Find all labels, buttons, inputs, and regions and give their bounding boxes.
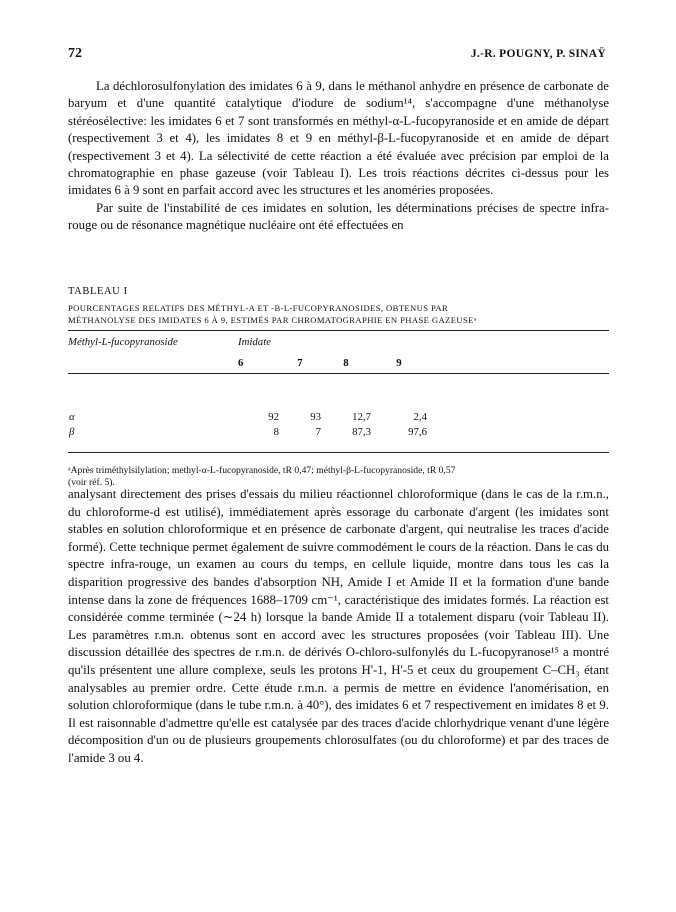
table-caption	[68, 302, 609, 326]
table-bottom-rule	[68, 453, 609, 462]
bottom-spacer-cell	[68, 440, 609, 453]
row-filler	[427, 410, 609, 425]
page-number: 72	[68, 46, 82, 61]
table-spacer-cell	[68, 374, 609, 411]
header-methyl-fucopyranoside: Méthyl-L-fucopyranoside	[68, 331, 237, 354]
row-anomer-beta: β	[69, 426, 75, 438]
paragraph-dechlorosulfonylation: La déchlorosulfonylation des imidates 6 à 9, dans le méthanol anhydre en présence de carbonate de baryum et d'une quantité catalytique d'iodure de sodium¹⁴, s'accompagne d'une méthanolyse stéréosélective: les imidates 6 et 7 sont transformés en méthyl-α-L-fucopyranoside et en amide de départ (respectivement 3 et 4), les imidates 8 et 9 en méthyl-β-L-fucopyranoside et en amide de départ (respectivement 3 et 4). La sélectivité de cette réaction a été évaluée avec précision par emploi de la chromatographie en phase gazeuse (voir Tableau I). Les trois réactions décrites ci-dessus pour les imidates 6 à 9 sont en parfait accord avec les structures et les anoméries proposées.	[68, 79, 609, 198]
running-head: J.-R. POUGNY, P. SINAŸ	[470, 48, 606, 60]
cell-beta-9: 97,6	[408, 426, 427, 438]
column-imidate-8: 8	[343, 357, 349, 369]
column-imidate-6: 6	[238, 357, 244, 369]
table-label: TABLEAU I	[68, 286, 128, 297]
table-subheader-row	[68, 353, 609, 374]
table-spacer-row	[68, 374, 609, 411]
lower-body-text	[68, 486, 609, 768]
paragraph-analysis: analysant directement des prises d'essais du milieu réactionnel chloroformique (dans le cas de la r.m.n., du chloroforme-d est utilisé), immédiatement après essorage du carbonate d'argent (les imidates sont stables en solution chloroformique et en présence de carbonate d'argent, qui neutralise les traces d'acide formé). Cette technique permet également de suivre commodément le cours de la réaction. Dans le cas du spectre infra-rouge, un examen au cours du temps, en cellule liquide, montre dans tous les cas la disparition progressive des bandes d'absorption NH, Amide I et Amide II et la formation d'une bande intense dans la zone de fréquences 1688–1709 cm⁻¹, caractéristique des imidates formés. La réaction est considérée comme terminée (∼24 h) lorsque la bande Amide II a totalement disparu (voir Tableau II). Les paramètres r.m.n. obtenus sont en accord avec les structures proposées (voir Tableau III). Une discussion détaillée des spectres de r.m.n. de dérivés O-chloro-sulfonylés du L-fucopyranose¹⁵ a montré qu'ils présentent une allure complexe, seuls les protons H'-1, H'-5 et ceux du groupement C–CH₃ étant analysables au premier ordre. Cette étude r.m.n. a permis de mettre en évidence l'anomérisation, en solution chloroformique (dans le tube r.m.n. à 40°), des imidates 6 et 7 respectivement en imidates 8 et 9. Il est raisonnable d'admettre qu'elle est catalysée par des traces d'acide chlorhydrique venant d'une légère décomposition d'un ou de plusieurs groupements chlorosulfates (ou du chloroforme) et par des traces de l'amide 3 ou 4.	[68, 487, 609, 765]
table-caption-line-1: POURCENTAGES RELATIFS DES MÉTHYL-Α ET -Β-L-FUCOPYRANOSIDES, OBTENUS PAR	[68, 303, 449, 313]
column-imidate-7: 7	[297, 357, 303, 369]
column-imidate-9: 9	[396, 357, 402, 369]
row-anomer-alpha: α	[69, 411, 75, 423]
cell-alpha-8: 12,7	[352, 411, 371, 423]
cell-alpha-6: 92	[268, 411, 279, 423]
header-imidate-group: Imidate	[237, 331, 609, 354]
cell-beta-6: 8	[273, 426, 279, 438]
table-block	[68, 286, 609, 489]
cell-alpha-9: 2,4	[413, 411, 427, 423]
row-filler	[427, 425, 609, 440]
cell-beta-7: 7	[315, 426, 321, 438]
results-table	[68, 330, 609, 461]
footnote-line-2: (voir réf. 5).	[68, 477, 115, 488]
bottom-rule-cell	[68, 453, 609, 462]
upper-body-text	[68, 78, 609, 235]
table-caption-line-2: MÉTHANOLYSE DES IMIDATES 6 À 9, ESTIMÉS PAR CHROMATOGRAPHIE EN PHASE GAZEUSEᵃ	[68, 315, 477, 325]
subheader-empty-cell	[68, 353, 237, 374]
cell-alpha-7: 93	[310, 411, 321, 423]
table-header-row	[68, 331, 609, 354]
table-bottom-spacer	[68, 440, 609, 453]
subheader-filler	[427, 353, 609, 374]
page-header	[68, 46, 606, 62]
table-row	[68, 410, 609, 425]
paragraph-instability: Par suite de l'instabilité de ces imidates en solution, les déterminations précises de spectre infra-rouge ou de résonance magnétique nucléaire ont été effectuées en	[68, 200, 609, 233]
cell-beta-8: 87,3	[352, 426, 371, 438]
footnote-line-1: ᵃAprès triméthylsilylation; methyl-α-L-fucopyranoside, tR 0,47; méthyl-β-L-fucopyranoside, tR 0,57	[68, 465, 456, 476]
table-row	[68, 425, 609, 440]
